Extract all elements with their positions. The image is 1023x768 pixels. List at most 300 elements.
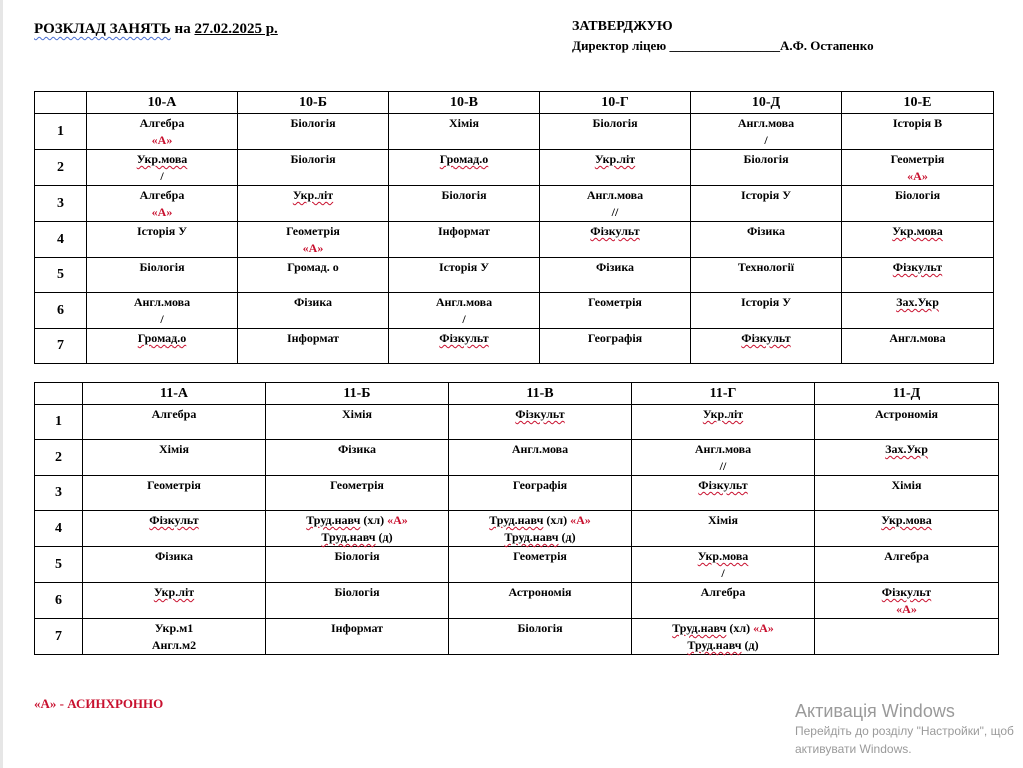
lesson-line bbox=[449, 620, 631, 637]
subject-name: Інформат bbox=[330, 621, 384, 635]
lesson-line bbox=[632, 406, 814, 423]
subject-name: Геометрія bbox=[588, 295, 642, 309]
lesson-cell bbox=[83, 511, 266, 547]
subject-name: Фізика bbox=[154, 549, 194, 563]
subject-name: Хімія bbox=[342, 407, 372, 421]
table-row bbox=[35, 222, 994, 258]
lesson-line bbox=[632, 584, 814, 601]
lesson-cell bbox=[238, 186, 389, 222]
subject-name: Громад.о bbox=[137, 331, 187, 345]
subject-name: Інформат bbox=[437, 224, 491, 238]
lesson-cell bbox=[87, 258, 238, 293]
class-header: 11-Б bbox=[266, 383, 449, 405]
lesson-line bbox=[83, 620, 265, 637]
subject-name: Громад.о bbox=[439, 152, 489, 166]
table-row bbox=[35, 150, 994, 186]
subject-name: Біологія bbox=[290, 116, 336, 130]
lesson-line bbox=[87, 259, 237, 276]
subject-name: Історія У bbox=[740, 188, 792, 202]
lesson-cell bbox=[632, 440, 815, 476]
lesson-number: 2 bbox=[35, 440, 83, 476]
lesson-cell bbox=[540, 114, 691, 150]
lesson-cell bbox=[389, 150, 540, 186]
lesson-cell bbox=[815, 547, 999, 583]
lesson-line bbox=[691, 294, 841, 311]
lesson-line bbox=[842, 168, 993, 185]
lesson-line bbox=[842, 187, 993, 204]
lesson-cell bbox=[87, 114, 238, 150]
title-dot: . bbox=[274, 21, 278, 37]
watermark-line1: Перейдіть до розділу "Настройки", щоб bbox=[795, 724, 1014, 738]
lesson-line bbox=[632, 512, 814, 529]
lesson-line bbox=[691, 115, 841, 132]
table-row bbox=[35, 329, 994, 364]
schedule-table-grade-10 bbox=[34, 91, 994, 364]
subject-suffix: (д) bbox=[741, 638, 759, 652]
lesson-cell bbox=[266, 476, 449, 511]
page-title bbox=[34, 21, 278, 38]
subject-name: Алгебра bbox=[700, 585, 746, 599]
lesson-cell bbox=[87, 293, 238, 329]
lesson-line bbox=[540, 259, 690, 276]
lesson-line bbox=[389, 311, 539, 328]
lesson-line bbox=[389, 294, 539, 311]
title-date: 27.02.2025 р bbox=[194, 21, 275, 37]
lesson-cell bbox=[540, 293, 691, 329]
lesson-number: 6 bbox=[35, 293, 87, 329]
async-mark: «А» bbox=[302, 241, 324, 255]
lesson-cell bbox=[238, 114, 389, 150]
subject-name: Хімія bbox=[449, 116, 479, 130]
lesson-cell bbox=[266, 547, 449, 583]
lesson-cell bbox=[842, 329, 994, 364]
class-header: 10-Б bbox=[238, 92, 389, 114]
lesson-cell bbox=[632, 405, 815, 440]
lesson-number: 1 bbox=[35, 114, 87, 150]
subject-suffix: (д) bbox=[375, 530, 393, 544]
lesson-line bbox=[238, 115, 388, 132]
lesson-cell bbox=[842, 258, 994, 293]
subject-name: Біологія bbox=[441, 188, 487, 202]
lesson-number: 4 bbox=[35, 511, 83, 547]
class-header: 10-В bbox=[389, 92, 540, 114]
lesson-line bbox=[540, 204, 690, 221]
subject-name: Алгебра bbox=[151, 407, 197, 421]
subject-name: Фізика bbox=[595, 260, 635, 274]
lesson-line bbox=[266, 441, 448, 458]
lesson-line bbox=[540, 223, 690, 240]
lesson-cell bbox=[842, 150, 994, 186]
class-header: 11-В bbox=[449, 383, 632, 405]
lesson-line bbox=[540, 115, 690, 132]
lesson-cell bbox=[83, 405, 266, 440]
lesson-line bbox=[87, 311, 237, 328]
subject-name: Англ.мова bbox=[586, 188, 644, 202]
table-row bbox=[35, 511, 999, 547]
subject-name: Зах.Укр bbox=[885, 442, 928, 456]
approval-signature-line: Директор ліцею _________________А.Ф. Остапенко bbox=[572, 38, 874, 53]
lesson-line bbox=[87, 115, 237, 132]
subject-name: Хімія bbox=[159, 442, 189, 456]
subject-name: Геометрія bbox=[147, 478, 201, 492]
lesson-line bbox=[83, 512, 265, 529]
schedule-table-grade-11 bbox=[34, 382, 999, 655]
subject-name: Укр.мова bbox=[136, 152, 188, 166]
lesson-line bbox=[83, 477, 265, 494]
lesson-cell bbox=[449, 476, 632, 511]
subject-name: Фізика bbox=[293, 295, 333, 309]
subject-name: Алгебра bbox=[139, 116, 185, 130]
table-row bbox=[35, 619, 999, 655]
subject-name: Укр.мова bbox=[881, 513, 932, 527]
lesson-line bbox=[691, 223, 841, 240]
async-mark: «А» bbox=[151, 205, 173, 219]
lesson-line bbox=[266, 620, 448, 637]
lesson-line bbox=[389, 115, 539, 132]
async-mark: «А» bbox=[570, 513, 591, 527]
subject-name: Англ.мова bbox=[133, 295, 191, 309]
lesson-line bbox=[815, 441, 998, 458]
lesson-cell bbox=[691, 258, 842, 293]
subject-name: Біологія bbox=[894, 188, 941, 202]
class-header: 11-А bbox=[83, 383, 266, 405]
subject-name: Фізкульт bbox=[698, 478, 748, 492]
subject-name: Історія У bbox=[136, 224, 188, 238]
subject-name: Фізкульт bbox=[741, 331, 791, 345]
lesson-line bbox=[691, 259, 841, 276]
lesson-cell bbox=[389, 114, 540, 150]
lesson-number: 6 bbox=[35, 583, 83, 619]
lesson-line bbox=[815, 601, 998, 618]
lesson-line bbox=[842, 223, 993, 240]
lesson-cell bbox=[842, 222, 994, 258]
subject-name: Алгебра bbox=[139, 188, 185, 202]
subject-name: Географія bbox=[587, 331, 643, 345]
subject-name: Укр.літ bbox=[702, 407, 744, 421]
lesson-line bbox=[815, 548, 998, 565]
subject-name: Укр.літ bbox=[153, 585, 195, 599]
lesson-line bbox=[389, 223, 539, 240]
lesson-cell bbox=[691, 150, 842, 186]
lesson-cell bbox=[266, 405, 449, 440]
lesson-line bbox=[449, 529, 631, 546]
lesson-line bbox=[632, 441, 814, 458]
lesson-cell bbox=[815, 619, 999, 655]
async-legend-note: «А» - АСИНХРОННО bbox=[34, 696, 164, 711]
lesson-line bbox=[87, 204, 237, 221]
lesson-line bbox=[238, 187, 388, 204]
lesson-line bbox=[389, 187, 539, 204]
lesson-cell bbox=[87, 329, 238, 364]
lesson-number: 1 bbox=[35, 405, 83, 440]
subject-name: / bbox=[764, 133, 768, 147]
lesson-cell bbox=[83, 547, 266, 583]
lesson-cell bbox=[815, 583, 999, 619]
lesson-line bbox=[815, 512, 998, 529]
lesson-line bbox=[842, 259, 993, 276]
lesson-line bbox=[449, 477, 631, 494]
subject-name: Хімія bbox=[891, 478, 922, 492]
lesson-cell bbox=[389, 293, 540, 329]
lesson-line bbox=[842, 115, 993, 132]
lesson-cell bbox=[691, 329, 842, 364]
lesson-line bbox=[632, 637, 814, 654]
lesson-cell bbox=[842, 293, 994, 329]
class-header: 10-Е bbox=[842, 92, 994, 114]
lesson-line bbox=[87, 294, 237, 311]
subject-name: / bbox=[160, 169, 164, 183]
lesson-line bbox=[238, 223, 388, 240]
table-row bbox=[35, 440, 999, 476]
subject-name: Біологія bbox=[334, 585, 380, 599]
subject-name: Геометрія bbox=[890, 152, 945, 166]
lesson-line bbox=[540, 330, 690, 347]
lesson-line bbox=[266, 406, 448, 423]
lesson-cell bbox=[449, 547, 632, 583]
table-row bbox=[35, 186, 994, 222]
subject-name: Фізкульт bbox=[892, 260, 943, 274]
lesson-line bbox=[691, 330, 841, 347]
lesson-line bbox=[842, 330, 993, 347]
subject-name: Історія В bbox=[892, 116, 943, 130]
lesson-cell bbox=[266, 440, 449, 476]
lesson-line bbox=[449, 548, 631, 565]
lesson-line bbox=[691, 187, 841, 204]
lesson-line bbox=[87, 223, 237, 240]
lesson-line bbox=[87, 151, 237, 168]
lesson-cell bbox=[540, 329, 691, 364]
lesson-cell bbox=[83, 583, 266, 619]
subject-name: Геометрія bbox=[286, 224, 340, 238]
async-mark: «А» bbox=[896, 602, 917, 616]
lesson-cell bbox=[691, 114, 842, 150]
lesson-line bbox=[449, 441, 631, 458]
subject-name: / bbox=[160, 312, 164, 326]
lesson-line bbox=[632, 477, 814, 494]
subject-name: Фізика bbox=[337, 442, 377, 456]
lesson-line bbox=[87, 187, 237, 204]
corner-cell bbox=[35, 92, 87, 114]
lesson-cell bbox=[449, 405, 632, 440]
async-mark: «А» bbox=[907, 169, 928, 183]
lesson-cell bbox=[449, 619, 632, 655]
subject-name: Алгебра bbox=[884, 549, 929, 563]
watermark-title: Активація Windows bbox=[795, 701, 955, 721]
lesson-cell bbox=[389, 186, 540, 222]
lesson-line bbox=[815, 477, 998, 494]
async-mark: «А» bbox=[151, 133, 173, 147]
subject-name: Фізкульт bbox=[590, 224, 640, 238]
subject-name: Укр.мова bbox=[892, 224, 943, 238]
lesson-line bbox=[238, 330, 388, 347]
subject-suffix: (хл) bbox=[543, 513, 571, 527]
lesson-line bbox=[842, 294, 993, 311]
table-row bbox=[35, 258, 994, 293]
subject-name: Астрономія bbox=[874, 407, 939, 421]
lesson-cell bbox=[449, 511, 632, 547]
subject-name: Біологія bbox=[290, 152, 336, 166]
table-row bbox=[35, 405, 999, 440]
lesson-cell bbox=[449, 440, 632, 476]
lesson-line bbox=[87, 132, 237, 149]
lesson-cell bbox=[389, 222, 540, 258]
subject-suffix: (д) bbox=[558, 530, 576, 544]
subject-name: Укр.літ bbox=[594, 152, 636, 166]
lesson-cell bbox=[449, 583, 632, 619]
subject-name: Труд.навч bbox=[504, 530, 559, 544]
lesson-cell bbox=[389, 258, 540, 293]
class-header: 11-Д bbox=[815, 383, 999, 405]
lesson-line bbox=[389, 151, 539, 168]
lesson-line bbox=[540, 294, 690, 311]
subject-name: Труд.навч bbox=[489, 513, 544, 527]
lesson-cell bbox=[87, 186, 238, 222]
lesson-line bbox=[83, 441, 265, 458]
subject-name: Труд.навч bbox=[321, 530, 376, 544]
lesson-cell bbox=[238, 222, 389, 258]
lesson-cell bbox=[632, 619, 815, 655]
async-mark: «А» bbox=[753, 621, 774, 635]
lesson-cell bbox=[540, 222, 691, 258]
subject-name: Історія У bbox=[740, 295, 792, 309]
subject-name: Історія У bbox=[438, 260, 490, 274]
table-row bbox=[35, 476, 999, 511]
subject-name: Англ.мова bbox=[889, 331, 946, 345]
lesson-cell bbox=[815, 405, 999, 440]
lesson-line bbox=[632, 458, 814, 475]
subject-suffix: (хл) bbox=[360, 513, 388, 527]
approval-heading: ЗАТВЕРДЖУЮ bbox=[572, 19, 673, 34]
lesson-line bbox=[632, 565, 814, 582]
lesson-number: 2 bbox=[35, 150, 87, 186]
subject-name: // bbox=[611, 205, 619, 219]
lesson-cell bbox=[238, 293, 389, 329]
lesson-cell bbox=[815, 440, 999, 476]
lesson-cell bbox=[238, 150, 389, 186]
lesson-line bbox=[238, 151, 388, 168]
lesson-line bbox=[389, 330, 539, 347]
lesson-line bbox=[449, 584, 631, 601]
lesson-line bbox=[83, 548, 265, 565]
lesson-line bbox=[842, 151, 993, 168]
lesson-line bbox=[266, 529, 448, 546]
lesson-cell bbox=[540, 186, 691, 222]
table-header-row bbox=[35, 92, 994, 114]
lesson-line bbox=[449, 512, 631, 529]
lesson-cell bbox=[691, 293, 842, 329]
subject-name: Укр.літ bbox=[292, 188, 334, 202]
lesson-number: 4 bbox=[35, 222, 87, 258]
lesson-cell bbox=[632, 547, 815, 583]
lesson-line bbox=[815, 584, 998, 601]
subject-name: / bbox=[721, 566, 725, 580]
title-middle: на bbox=[170, 21, 195, 37]
lesson-number: 3 bbox=[35, 476, 83, 511]
lesson-line bbox=[691, 151, 841, 168]
lesson-cell bbox=[389, 329, 540, 364]
lesson-cell bbox=[266, 583, 449, 619]
lesson-cell bbox=[87, 222, 238, 258]
subject-name: Англ.мова bbox=[511, 442, 569, 456]
lesson-line bbox=[83, 637, 265, 654]
table-header-row bbox=[35, 383, 999, 405]
lesson-cell bbox=[87, 150, 238, 186]
watermark-line2: активувати Windows. bbox=[795, 742, 912, 756]
lesson-line bbox=[87, 168, 237, 185]
lesson-cell bbox=[83, 440, 266, 476]
title-prefix: РОЗКЛАД ЗАНЯТЬ bbox=[34, 21, 171, 37]
lesson-line bbox=[389, 259, 539, 276]
subject-name: Англ.мова bbox=[737, 116, 795, 130]
lesson-cell bbox=[632, 511, 815, 547]
lesson-cell bbox=[842, 114, 994, 150]
lesson-cell bbox=[632, 476, 815, 511]
lesson-line bbox=[238, 240, 388, 257]
lesson-line bbox=[266, 477, 448, 494]
subject-name: Технології bbox=[737, 260, 795, 274]
async-mark: «А» bbox=[387, 513, 408, 527]
subject-name: Фізкульт bbox=[439, 331, 489, 345]
lesson-cell bbox=[83, 619, 266, 655]
lesson-cell bbox=[842, 186, 994, 222]
lesson-line bbox=[238, 294, 388, 311]
lesson-number: 5 bbox=[35, 547, 83, 583]
subject-name: Біологія bbox=[334, 549, 380, 563]
subject-name: Фізкульт bbox=[149, 513, 199, 527]
subject-name: Астрономія bbox=[508, 585, 572, 599]
table-row bbox=[35, 547, 999, 583]
subject-name: Біологія bbox=[743, 152, 789, 166]
lesson-cell bbox=[540, 150, 691, 186]
lesson-cell bbox=[238, 329, 389, 364]
lesson-number: 7 bbox=[35, 329, 87, 364]
table-row bbox=[35, 293, 994, 329]
subject-name: Хімія bbox=[708, 513, 738, 527]
lesson-line bbox=[691, 132, 841, 149]
subject-name: Фізика bbox=[746, 224, 786, 238]
subject-name: Труд.навч bbox=[306, 513, 361, 527]
subject-name: Інформат bbox=[286, 331, 340, 345]
lesson-line bbox=[632, 620, 814, 637]
class-header: 11-Г bbox=[632, 383, 815, 405]
subject-name: Зах.Укр bbox=[896, 295, 939, 309]
lesson-line bbox=[87, 330, 237, 347]
class-header: 10-Г bbox=[540, 92, 691, 114]
lesson-cell bbox=[815, 511, 999, 547]
lesson-line bbox=[540, 151, 690, 168]
lesson-line bbox=[238, 259, 388, 276]
subject-name: Геометрія bbox=[330, 478, 384, 492]
windows-activation-watermark bbox=[795, 700, 1023, 758]
lesson-line bbox=[83, 406, 265, 423]
lesson-cell bbox=[266, 619, 449, 655]
lesson-line bbox=[266, 584, 448, 601]
subject-name: Англ.мова bbox=[435, 295, 493, 309]
lesson-cell bbox=[83, 476, 266, 511]
lesson-cell bbox=[815, 476, 999, 511]
lesson-line bbox=[815, 406, 998, 423]
subject-name: // bbox=[719, 459, 727, 473]
approval-block bbox=[572, 17, 874, 55]
subject-name: Труд.навч bbox=[687, 638, 742, 652]
lesson-cell bbox=[540, 258, 691, 293]
class-header: 10-Д bbox=[691, 92, 842, 114]
corner-cell bbox=[35, 383, 83, 405]
lesson-cell bbox=[632, 583, 815, 619]
lesson-line bbox=[632, 548, 814, 565]
lesson-cell bbox=[238, 258, 389, 293]
page-left-edge bbox=[0, 0, 3, 768]
